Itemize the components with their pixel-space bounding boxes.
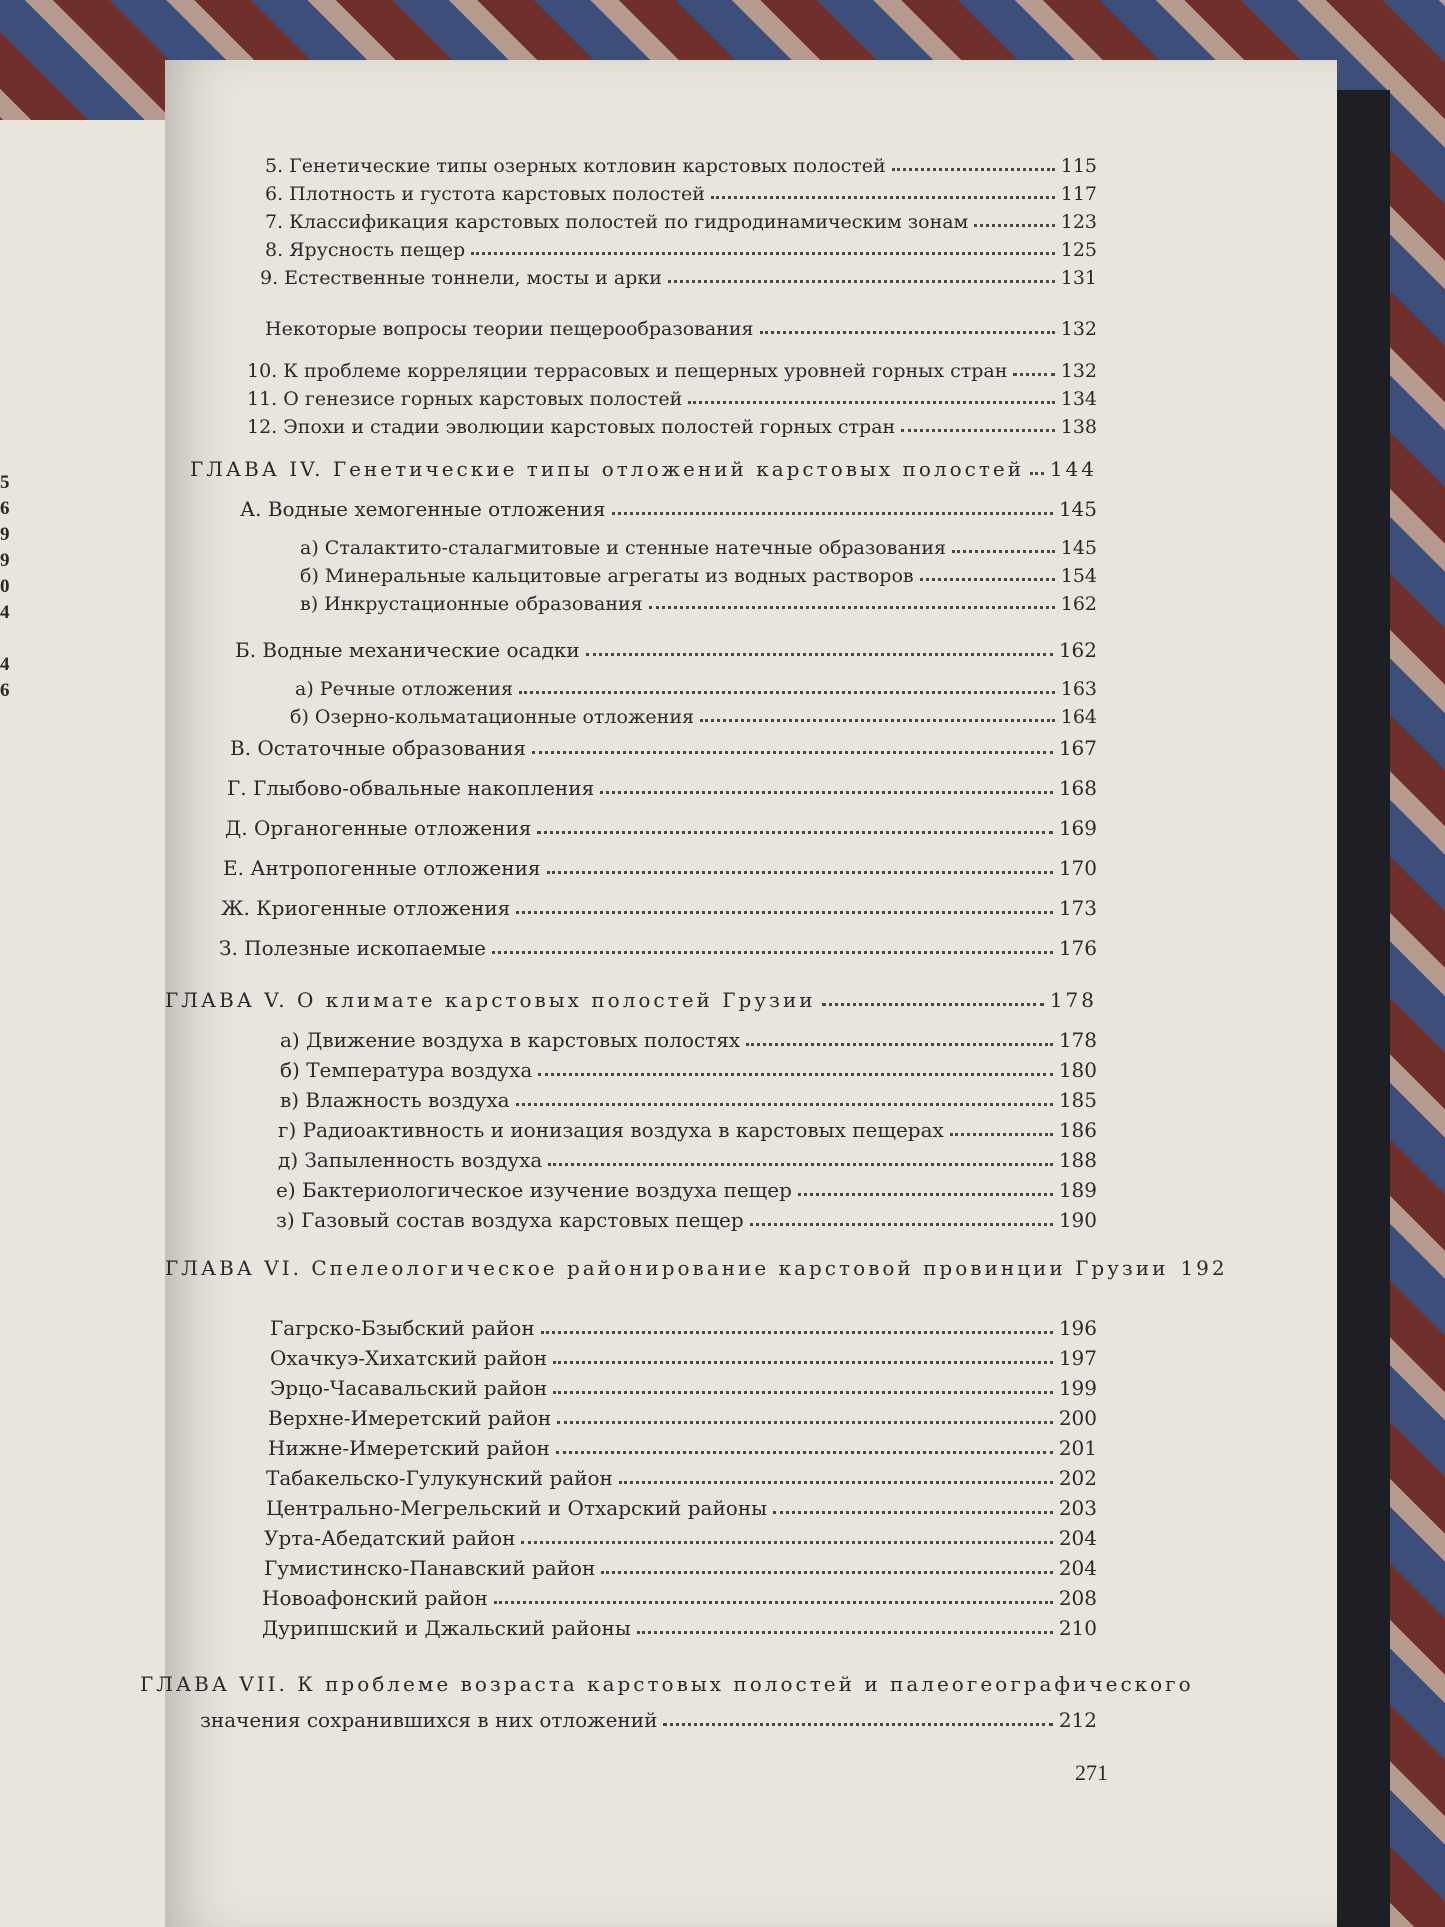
left-page [0,120,165,1927]
page-number: 271 [1075,1760,1108,1785]
toc-entry: б) Температура воздуха 180 [280,1058,1097,1082]
edge-digit: 4 [0,654,10,675]
edge-digit: 4 [0,602,10,623]
toc-entry: Б. Водные механические осадки 162 [235,638,1097,662]
toc-entry: 12. Эпохи и стадии эволюции карстовых полостей горных стран 138 [247,416,1097,438]
toc-entry: Д. Органогенные отложения 169 [225,816,1097,840]
toc-entry: Охачкуэ-Хихатский район 197 [270,1346,1097,1370]
toc-entry: Ж. Криогенные отложения 173 [221,896,1097,920]
edge-digit: 9 [0,550,10,571]
toc-entry: г) Радиоактивность и ионизация воздуха в карстовых пещерах 186 [278,1118,1097,1142]
toc-entry: в) Влажность воздуха 185 [280,1088,1097,1112]
toc-entry: Нижне-Имеретский район 201 [268,1436,1097,1460]
toc-entry: 9. Естественные тоннели, мосты и арки 131 [260,267,1097,289]
toc-section-heading: Некоторые вопросы теории пещерообразования 132 [265,318,1097,340]
toc-entry: 11. О генезисе горных карстовых полостей 134 [247,388,1097,410]
book-cover-edge [1335,90,1390,1927]
toc-entry: Эрцо-Часавальский район 199 [270,1376,1097,1400]
edge-digit: 5 [0,472,10,493]
toc-chapter: ГЛАВА VII. К проблеме возраста карстовых полостей и палеогеографического [140,1672,1194,1696]
toc-entry: Дурипшский и Джальский районы 210 [262,1616,1097,1640]
toc-entry: В. Остаточные образования 167 [230,736,1097,760]
toc-entry: е) Бактериологическое изучение воздуха пещер 189 [276,1178,1097,1202]
toc-entry: 8. Ярусность пещер 125 [265,239,1097,261]
toc-entry: Верхне-Имеретский район 200 [268,1406,1097,1430]
toc-chapter: ГЛАВА V. О климате карстовых полостей Грузии 178 [165,988,1097,1012]
toc-entry: Новоафонский район 208 [262,1586,1097,1610]
toc-entry: 7. Классификация карстовых полостей по гидродинамическим зонам 123 [265,211,1097,233]
edge-digit: 6 [0,498,10,519]
toc-entry: а) Сталактито-сталагмитовые и стенные натечные образования 145 [300,537,1097,559]
toc-entry: 6. Плотность и густота карстовых полостей 117 [265,183,1097,205]
toc-chapter: ГЛАВА IV. Генетические типы отложений карстовых полостей 144 [190,457,1097,481]
toc-entry: Гумистинско-Панавский район 204 [264,1556,1097,1580]
edge-digit: 9 [0,524,10,545]
edge-digit: 0 [0,576,10,597]
toc-entry: Центрально-Мегрельский и Отхарский районы 203 [266,1496,1097,1520]
toc-entry: д) Запыленность воздуха 188 [278,1148,1097,1172]
toc-entry: б) Минеральные кальцитовые агрегаты из водных растворов 154 [300,565,1097,587]
toc-entry: Гагрско-Бзыбский район 196 [270,1316,1097,1340]
toc-page [140,60,1337,1927]
toc-entry: 10. К проблеме корреляции террасовых и пещерных уровней горных стран 132 [247,360,1097,382]
toc-entry: А. Водные хемогенные отложения 145 [240,497,1097,521]
toc-entry: значения сохранившихся в них отложений 212 [200,1708,1097,1732]
toc-entry: а) Движение воздуха в карстовых полостях 178 [280,1028,1097,1052]
toc-entry: Урта-Абедатский район 204 [264,1526,1097,1550]
toc-entry: в) Инкрустационные образования 162 [300,593,1097,615]
toc-entry: Табакельско-Гулукунский район 202 [266,1466,1097,1490]
toc-entry: Е. Антропогенные отложения 170 [223,856,1097,880]
edge-digit: 6 [0,680,10,701]
toc-entry: б) Озерно-кольматационные отложения 164 [290,706,1097,728]
toc-entry: а) Речные отложения 163 [295,678,1097,700]
table-of-contents [140,60,1337,1927]
toc-entry: Г. Глыбово-обвальные накопления 168 [227,776,1097,800]
left-page-edge-digits [0,470,20,704]
toc-entry: з) Газовый состав воздуха карстовых пещер 190 [276,1208,1097,1232]
toc-chapter: ГЛАВА VI. Спелеологическое районирование карстовой провинции Грузии 192 [165,1256,1228,1280]
toc-entry: З. Полезные ископаемые 176 [219,936,1097,960]
toc-entry: 5. Генетические типы озерных котловин карстовых полостей 115 [265,155,1097,177]
